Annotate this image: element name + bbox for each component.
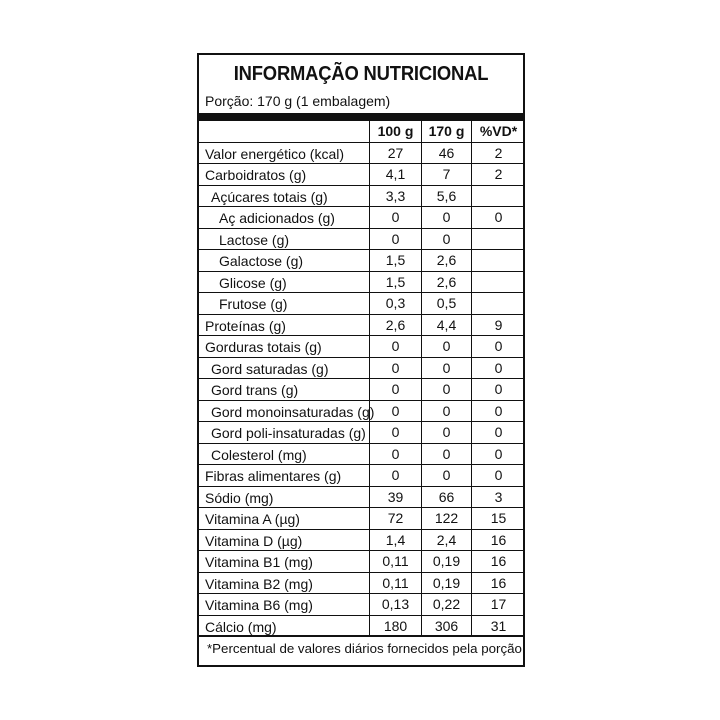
nutrient-name: Aç adicionados (g) bbox=[219, 210, 335, 226]
nutrient-name: Fibras alimentares (g) bbox=[205, 468, 342, 484]
table-row bbox=[199, 229, 523, 251]
value-100g: 0 bbox=[369, 401, 421, 422]
header-divider-bar bbox=[199, 113, 523, 121]
value-170g: 0 bbox=[421, 422, 471, 443]
value-100g: 72 bbox=[369, 508, 421, 529]
table-row bbox=[199, 616, 523, 638]
value-vd: 0 bbox=[471, 422, 525, 443]
value-vd: 17 bbox=[471, 594, 525, 615]
value-100g: 0 bbox=[369, 444, 421, 465]
nutrient-name: Gord poli-insaturadas (g) bbox=[211, 425, 366, 441]
value-100g: 27 bbox=[369, 143, 421, 164]
value-100g: 0 bbox=[369, 336, 421, 357]
nutrient-name: Carboidratos (g) bbox=[205, 167, 307, 183]
table-row bbox=[199, 250, 523, 272]
value-vd: 0 bbox=[471, 444, 525, 465]
nutrient-name: Vitamina B6 (mg) bbox=[205, 597, 313, 613]
value-170g: 7 bbox=[421, 164, 471, 185]
value-vd: 15 bbox=[471, 508, 525, 529]
table-row bbox=[199, 293, 523, 315]
nutrient-name: Glicose (g) bbox=[219, 274, 287, 291]
nutrient-name: Galactose (g) bbox=[219, 253, 304, 269]
table-row bbox=[199, 401, 523, 423]
value-100g: 0 bbox=[369, 465, 421, 486]
value-vd: 0 bbox=[471, 336, 525, 357]
table-row bbox=[199, 530, 523, 552]
value-170g: 0 bbox=[421, 379, 471, 400]
table-row bbox=[199, 379, 523, 401]
value-100g: 180 bbox=[369, 616, 421, 636]
table-row bbox=[199, 186, 523, 208]
label-title: INFORMAÇÃO NUTRICIONAL bbox=[233, 63, 489, 85]
table-row bbox=[199, 143, 523, 165]
value-vd bbox=[471, 229, 525, 250]
nutrient-name: Colesterol (mg) bbox=[211, 446, 307, 463]
value-170g: 0 bbox=[421, 207, 471, 228]
value-vd bbox=[471, 293, 525, 314]
value-vd: 2 bbox=[471, 164, 525, 185]
table-row bbox=[199, 444, 523, 466]
value-100g: 0,13 bbox=[369, 594, 421, 615]
value-vd bbox=[471, 272, 525, 293]
table-row bbox=[199, 551, 523, 573]
table-row bbox=[199, 573, 523, 595]
table-row bbox=[199, 207, 523, 229]
value-100g: 0 bbox=[369, 358, 421, 379]
value-170g: 2,6 bbox=[421, 272, 471, 293]
value-vd: 31 bbox=[471, 616, 525, 636]
value-100g: 1,5 bbox=[369, 272, 421, 293]
value-170g: 4,4 bbox=[421, 315, 471, 336]
table-row bbox=[199, 487, 523, 509]
nutrient-name: Sódio (mg) bbox=[205, 489, 274, 506]
table-row bbox=[199, 422, 523, 444]
value-100g: 39 bbox=[369, 487, 421, 508]
value-100g: 2,6 bbox=[369, 315, 421, 336]
nutrient-name: Vitamina B2 (mg) bbox=[205, 575, 313, 592]
table-row bbox=[199, 315, 523, 337]
value-vd: 0 bbox=[471, 379, 525, 400]
value-170g: 0,19 bbox=[421, 551, 471, 572]
nutrient-name: Açúcares totais (g) bbox=[211, 188, 328, 205]
value-170g: 66 bbox=[421, 487, 471, 508]
value-vd: 16 bbox=[471, 573, 525, 594]
nutrient-name: Cálcio (mg) bbox=[205, 618, 277, 635]
value-170g: 306 bbox=[421, 616, 471, 636]
table-row bbox=[199, 164, 523, 186]
value-vd bbox=[471, 186, 525, 207]
table-row bbox=[199, 594, 523, 616]
value-170g: 2,6 bbox=[421, 250, 471, 271]
value-170g: 46 bbox=[421, 143, 471, 164]
nutrient-name: Proteínas (g) bbox=[205, 317, 286, 334]
value-170g: 0 bbox=[421, 229, 471, 250]
value-100g: 0 bbox=[369, 379, 421, 400]
table-header-row bbox=[199, 121, 523, 143]
value-vd: 0 bbox=[471, 465, 525, 486]
value-100g: 0 bbox=[369, 229, 421, 250]
value-vd: 9 bbox=[471, 315, 525, 336]
value-100g: 0,3 bbox=[369, 293, 421, 314]
nutrient-name: Gord trans (g) bbox=[211, 382, 299, 398]
nutrient-name: Frutose (g) bbox=[219, 296, 288, 312]
table-row bbox=[199, 358, 523, 380]
value-100g: 0,11 bbox=[369, 551, 421, 572]
value-170g: 5,6 bbox=[421, 186, 471, 207]
value-vd: 16 bbox=[471, 551, 525, 572]
value-170g: 0 bbox=[421, 465, 471, 486]
table-row bbox=[199, 465, 523, 487]
value-170g: 2,4 bbox=[421, 530, 471, 551]
value-100g: 3,3 bbox=[369, 186, 421, 207]
value-100g: 0,11 bbox=[369, 573, 421, 594]
value-100g: 1,5 bbox=[369, 250, 421, 271]
value-170g: 0 bbox=[421, 358, 471, 379]
value-vd: 16 bbox=[471, 530, 525, 551]
value-170g: 0 bbox=[421, 401, 471, 422]
nutrition-facts-label bbox=[197, 53, 525, 667]
nutrient-name: Vitamina B1 (mg) bbox=[205, 554, 313, 570]
value-100g: 0 bbox=[369, 207, 421, 228]
value-vd: 0 bbox=[471, 358, 525, 379]
value-vd: 2 bbox=[471, 143, 525, 164]
value-vd: 3 bbox=[471, 487, 525, 508]
value-170g: 0,5 bbox=[421, 293, 471, 314]
value-170g: 0 bbox=[421, 336, 471, 357]
table-row bbox=[199, 336, 523, 358]
value-100g: 1,4 bbox=[369, 530, 421, 551]
portion-size: Porção: 170 g (1 embalagem) bbox=[205, 93, 391, 109]
value-170g: 0 bbox=[421, 444, 471, 465]
value-vd: 0 bbox=[471, 207, 525, 228]
table-row bbox=[199, 508, 523, 530]
nutrient-name: Valor energético (kcal) bbox=[205, 145, 345, 162]
value-100g: 4,1 bbox=[369, 164, 421, 185]
nutrition-table bbox=[199, 121, 523, 637]
column-header-vd: %VD* bbox=[471, 121, 525, 142]
value-170g: 0,22 bbox=[421, 594, 471, 615]
table-row bbox=[199, 272, 523, 294]
nutrient-name: Gord saturadas (g) bbox=[211, 360, 329, 377]
nutrient-name: Gord monoinsaturadas (g) bbox=[211, 403, 375, 420]
nutrient-name: Lactose (g) bbox=[219, 231, 290, 248]
nutrient-name: Vitamina D (µg) bbox=[205, 532, 303, 549]
value-170g: 122 bbox=[421, 508, 471, 529]
column-header-170g: 170 g bbox=[421, 121, 471, 142]
column-header-100g: 100 g bbox=[369, 121, 421, 142]
value-100g: 0 bbox=[369, 422, 421, 443]
footnote: *Percentual de valores diários fornecidos pela porção. bbox=[207, 641, 526, 656]
value-170g: 0,19 bbox=[421, 573, 471, 594]
nutrient-name: Vitamina A (µg) bbox=[205, 511, 300, 527]
value-vd bbox=[471, 250, 525, 271]
value-vd: 0 bbox=[471, 401, 525, 422]
nutrient-name: Gorduras totais (g) bbox=[205, 339, 322, 355]
